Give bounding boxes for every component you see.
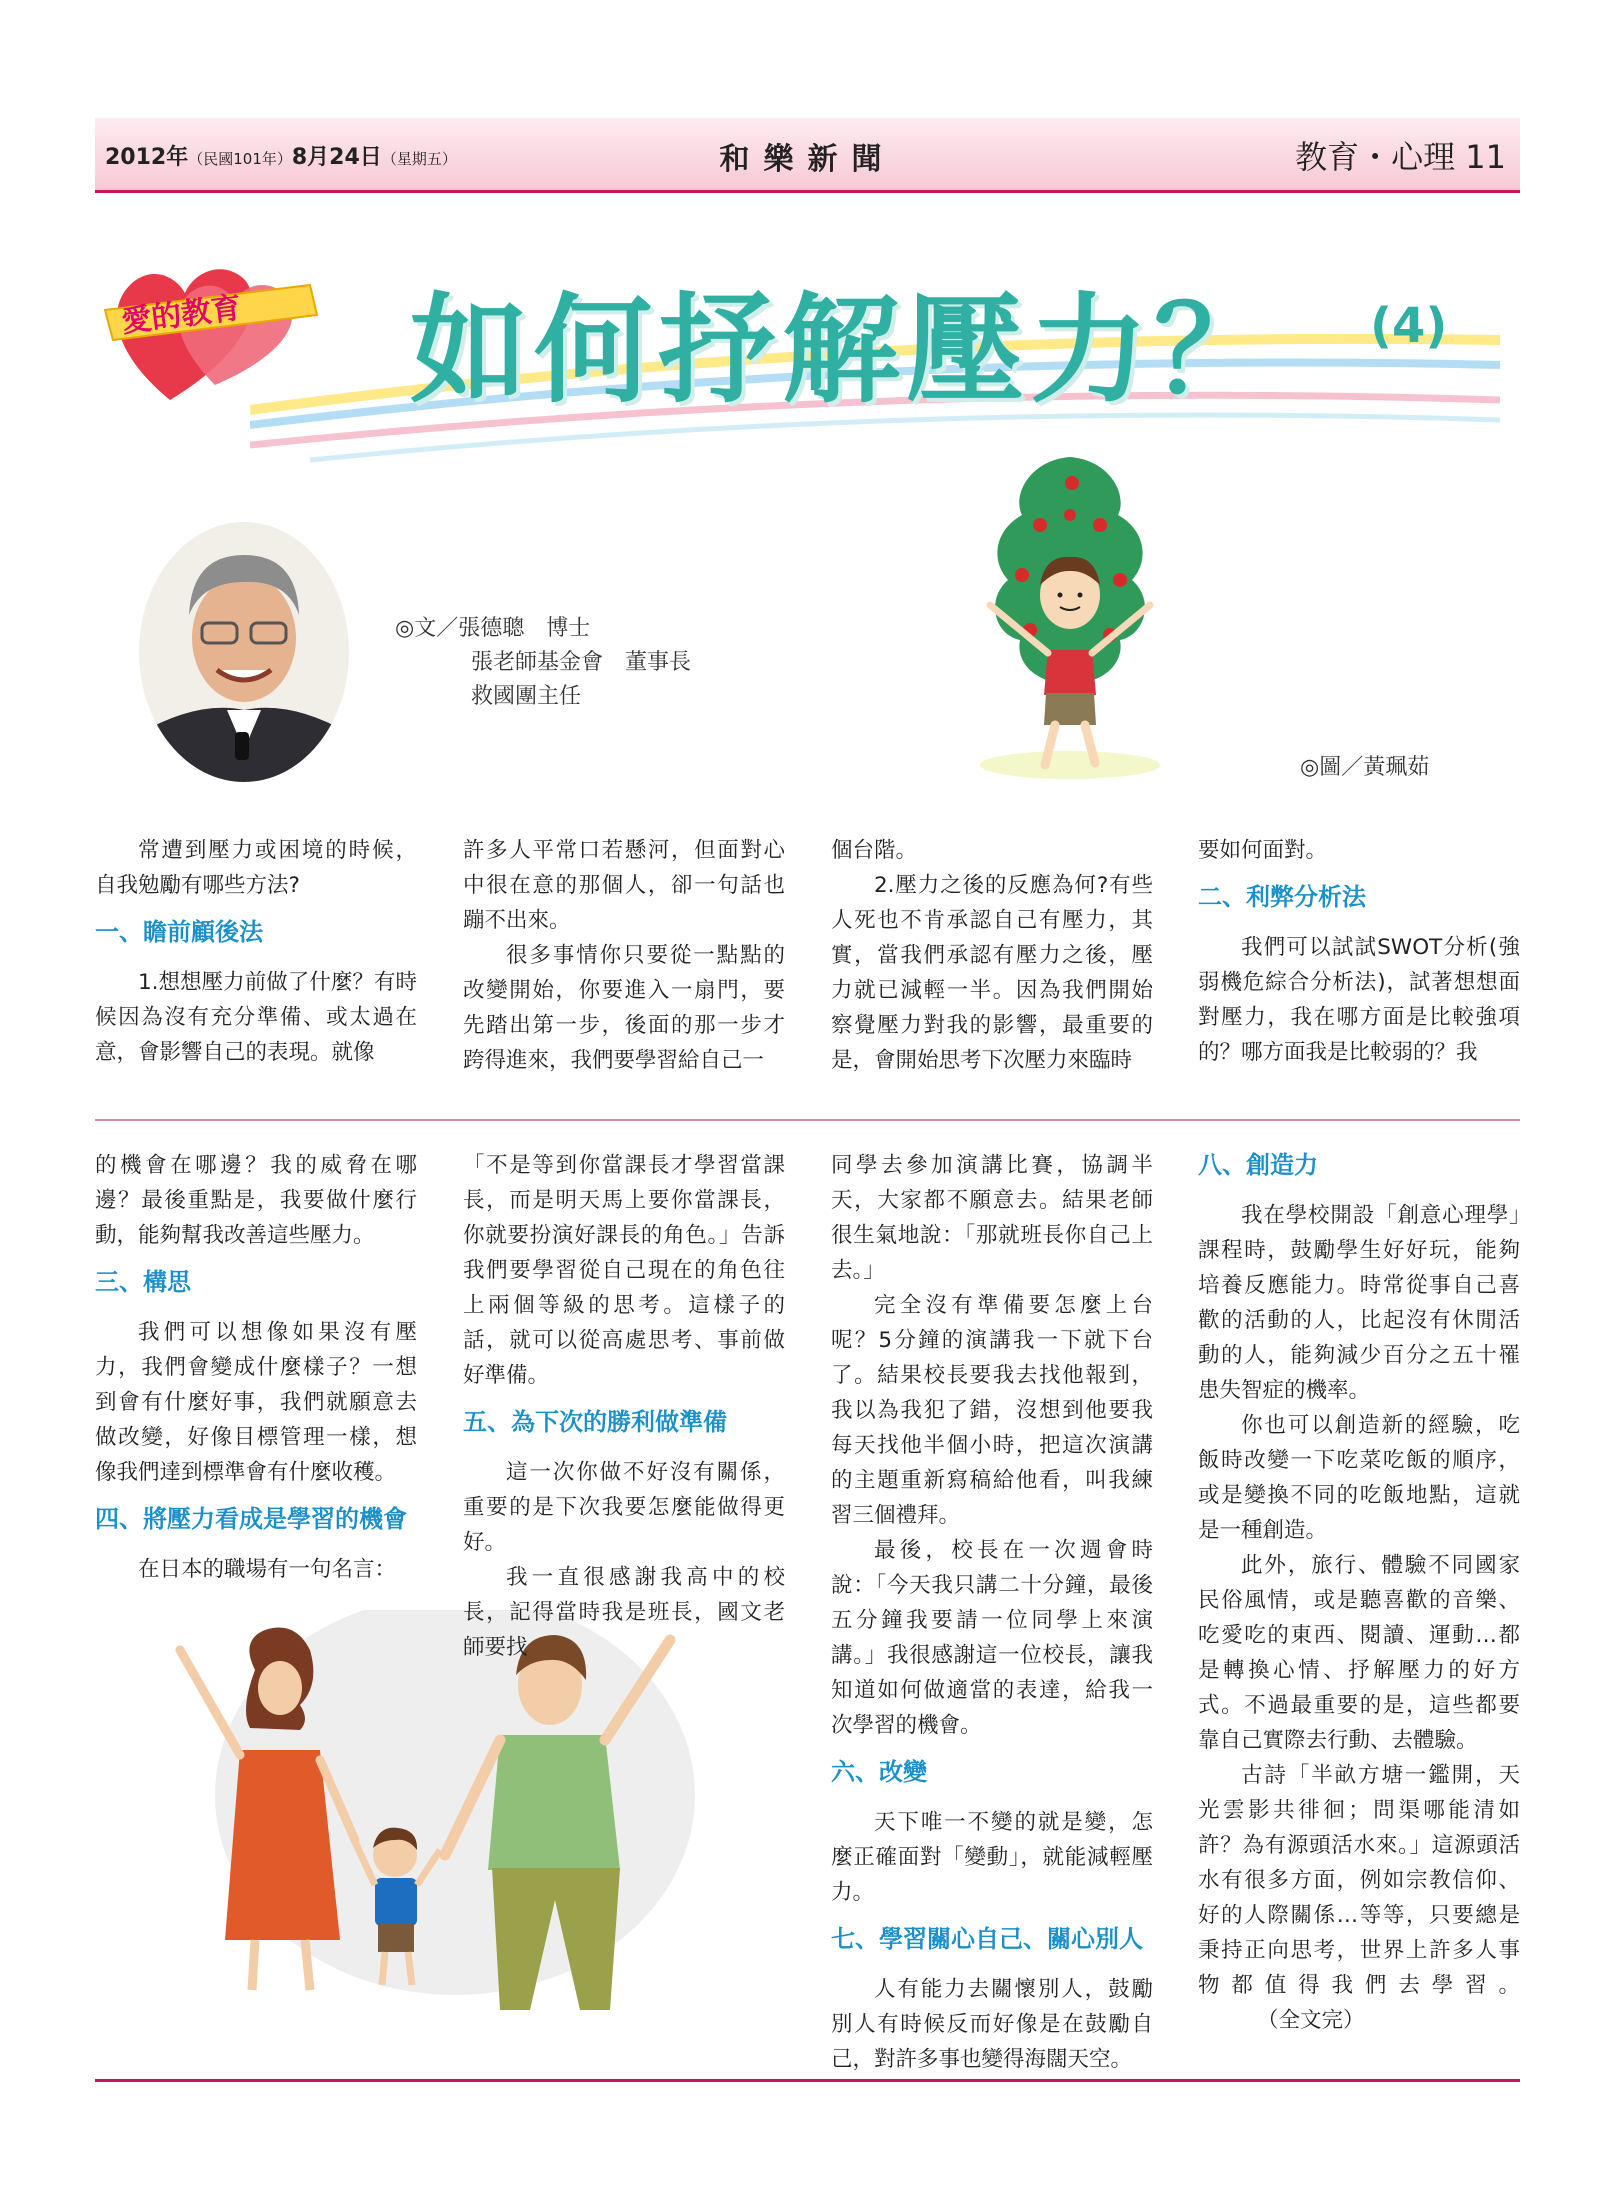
paragraph: 很多事情你只要從一點點的改變開始，你要進入一扇門，要先踏出第一步，後面的那一步才跨得進來，我們要學習給自己一 [463,943,785,1073]
date-roc: （民國101年） [188,150,292,168]
newspaper-name: 和樂新聞 [719,142,896,177]
author-photo [137,520,352,785]
byline [395,612,691,714]
top-column-4 [1198,833,1520,1070]
paragraph: 此外，旅行、體驗不同國家民俗風情，或是聽喜歡的音樂、吃愛吃的東西、閱讀、運動…都是轉換心情、抒解壓力的好方式。不過最重要的是，這些都要靠自己實際去行動、去體驗。 [1198,1553,1520,1753]
paragraph-text: 古詩「半畝方塘一鑑開，天光雲影共徘徊；問渠哪能清如許？為有源頭活水來。」這源頭活水有很多方面，例如宗教信仰、好的人際關係…等等，只要總是秉持正向思考，世界上許多人事物都值得我們去學習。 [1198,1763,1520,1998]
paragraph: 1.想想壓力前做了什麼？有時候因為沒有充分準備、或太過在意，會影響自己的表現。就像 [95,970,417,1065]
column-divider [95,1119,1520,1121]
section-heading: 三、構思 [95,1268,191,1296]
section-heading: 四、將壓力看成是學習的機會 [95,1505,407,1533]
bottom-column-1 [95,1148,417,1587]
end-mark: （全文完） [1257,2008,1365,2033]
byline-title-2: 救國團主任 [471,684,582,709]
paragraph: 人有能力去關懷別人，鼓勵別人有時候反而好像是在鼓勵自己，對許多事也變得海闊天空。 [831,1977,1153,2072]
family-illustration [170,1610,710,2030]
paragraph: 我們可以試試SWOT分析(強弱機危綜合分析法)，試著想想面對壓力，我在哪方面是比較強項的？哪方面我是比較弱的？我 [1198,935,1520,1065]
page-bottom-rule [95,2079,1520,2082]
logo-label: 愛的教育 [119,290,244,340]
paragraph: 這一次你做不好沒有關係，重要的是下次我要怎麼能做得更好。 [463,1460,785,1555]
page-header [95,118,1520,193]
paragraph: 最後，校長在一次週會時說：「今天我只講二十分鐘，最後五分鐘我要請一位同學上來演講。」我很感謝這一位校長，讓我知道如何做適當的表達，給我一次學習的機會。 [831,1538,1153,1738]
paragraph: 常遭到壓力或困境的時候，自我勉勵有哪些方法? [95,838,417,898]
section-heading: 六、改變 [831,1758,927,1786]
section-heading: 七、學習關心自己、關心別人 [831,1925,1143,1953]
bottom-column-4 [1198,1148,1520,2038]
paragraph: 2.壓力之後的反應為何?有些人死也不肯承認自己有壓力，其實，當我們承認有壓力之後，壓力就已減輕一半。因為我們開始察覺壓力對我的影響，最重要的是，會開始思考下次壓力來臨時 [831,873,1153,1073]
byline-author: ◎文／張德聰 博士 [395,616,591,641]
paragraph: 我一直很感謝我高中的校長，記得當時我是班長，國文老師要找 [463,1565,785,1660]
article-title: 如何抒解壓力？ [410,281,1279,419]
top-column-2 [463,833,785,1078]
illustration-credit: ◎圖／黃珮茹 [1300,755,1430,780]
bottom-column-3 [831,1148,1153,2077]
date-month-day: 8月24日 [291,145,382,170]
paragraph: 完全沒有準備要怎麼上台呢？5分鐘的演講我一下就下台了。結果校長要我去找他報到，我以為我犯了錯，沒想到他要我每天找他半個小時，把這次演講的主題重新寫稿給他看，叫我練習三個禮拜。 [831,1293,1153,1528]
paragraph: 你也可以創造新的經驗，吃飯時改變一下吃菜吃飯的順序，或是變換不同的吃飯地點，這就是一種創造。 [1198,1413,1520,1543]
section-heading: 五、為下次的勝利做準備 [463,1408,727,1436]
paragraph [1198,1758,1520,2038]
paragraph: 「不是等到你當課長才學習當課長，而是明天馬上要你當課長，你就要扮演好課長的角色。」告訴我們要學習從自己現在的角色往上兩個等級的思考。這樣子的話，就可以從高處思考、事前做好準備。 [463,1153,785,1388]
tree-costume-illustration [960,455,1180,785]
paragraph: 要如何面對。 [1198,838,1328,863]
section-page: 教育・心理 11 [1295,138,1506,176]
byline-title-1: 張老師基金會 董事長 [471,650,692,675]
paragraph: 許多人平常口若懸河，但面對心中很在意的那個人，卻一句話也蹦不出來。 [463,838,785,933]
paragraph: 我們可以想像如果沒有壓力，我們會變成什麼樣子？一想到會有什麼好事，我們就願意去做改變，好像目標管理一樣，想像我們達到標準會有什麼收穫。 [95,1320,417,1485]
section-heading: 一、瞻前顧後法 [95,918,263,946]
section-heading: 八、創造力 [1198,1151,1318,1179]
top-column-1 [95,833,417,1070]
paragraph: 天下唯一不變的就是變，怎麼正確面對「變動」，就能減輕壓力。 [831,1810,1153,1905]
paragraph: 個台階。 [831,838,918,863]
paragraph: 我在學校開設「創意心理學」課程時，鼓勵學生好好玩，能夠培養反應能力。時常從事自己喜歡的活動的人，比起沒有休閒活動的人，能夠減少百分之五十罹患失智症的機率。 [1198,1203,1520,1403]
article-part-number: (4) [1370,298,1448,354]
top-column-3 [831,833,1153,1078]
paragraph: 同學去參加演講比賽，協調半天，大家都不願意去。結果老師很生氣地說：「那就班長你自己上去。」 [831,1153,1153,1283]
date-year: 2012年 [105,145,189,170]
section-heading: 二、利弊分析法 [1198,883,1366,911]
bottom-column-2 [463,1148,785,1665]
paragraph: 在日本的職場有一句名言： [138,1557,397,1582]
paragraph: 的機會在哪邊？我的威脅在哪邊？最後重點是，我要做什麼行動，能夠幫我改善這些壓力。 [95,1153,417,1248]
date-weekday: （星期五） [381,150,457,168]
